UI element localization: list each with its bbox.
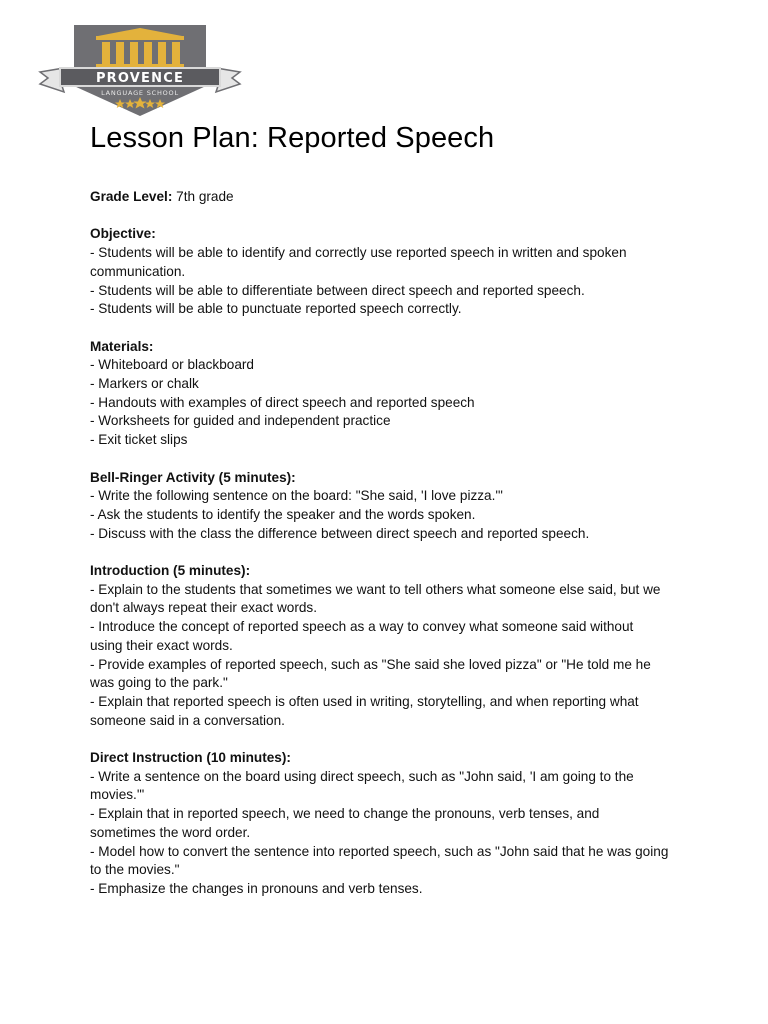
introduction-line: someone said in a conversation. [90,712,285,728]
grade-level-value: 7th grade [176,189,234,204]
materials-item: - Worksheets for guided and independent practice [90,413,391,429]
logo-subtitle: LANGUAGE SCHOOL [101,89,179,97]
bell-ringer-line: - Write the following sentence on the board: "She said, 'I love pizza.'" [90,488,503,504]
direct-instruction-line: - Model how to convert the sentence into reported speech, such as "John said that he was going [90,843,669,859]
direct-instruction-line: movies.'" [90,787,145,803]
objective-line: - Students will be able to identify and correctly use reported speech in written and spoken [90,245,627,261]
materials-item: - Handouts with examples of direct speech and reported speech [90,394,475,410]
direct-instruction-heading: Direct Instruction (10 minutes): [90,750,291,766]
grade-level-section [90,188,690,207]
direct-instruction-line: - Emphasize the changes in pronouns and verb tenses. [90,880,423,896]
direct-instruction-line: sometimes the word order. [90,824,251,840]
introduction-line: - Explain that reported speech is often used in writing, storytelling, and when reporting what [90,693,639,709]
materials-item: - Exit ticket slips [90,432,188,448]
logo-name: PROVENCE [95,71,185,86]
introduction-line: using their exact words. [90,637,233,653]
bell-ringer-line: - Ask the students to identify the speaker and the words spoken. [90,506,476,522]
direct-instruction-section [90,749,690,899]
objective-line: - Students will be able to differentiate between direct speech and reported speech. [90,282,585,298]
lesson-content [90,188,690,917]
grade-level-label: Grade Level: [90,189,173,204]
introduction-line: - Provide examples of reported speech, such as "She said she loved pizza" or "He told me he [90,656,651,672]
bell-ringer-heading: Bell-Ringer Activity (5 minutes): [90,469,296,485]
introduction-line: - Introduce the concept of reported speech as a way to convey what someone said without [90,619,634,635]
materials-item: - Markers or chalk [90,376,199,391]
direct-instruction-line: to the movies." [90,862,180,878]
bell-ringer-section [90,469,690,544]
objective-heading: Objective: [90,226,156,242]
introduction-line: was going to the park." [90,675,228,691]
materials-item: - Whiteboard or blackboard [90,357,254,373]
introduction-section [90,562,690,730]
bell-ringer-line: - Discuss with the class the difference between direct speech and reported speech. [90,525,590,541]
school-logo [38,22,242,118]
objective-section [90,225,690,319]
introduction-heading: Introduction (5 minutes): [90,563,251,578]
materials-section [90,338,690,450]
page-title: Lesson Plan: Reported Speech [90,122,495,154]
introduction-line: don't always repeat their exact words. [90,600,318,616]
objective-line: communication. [90,263,186,279]
direct-instruction-line: - Explain that in reported speech, we need to change the pronouns, verb tenses, and [90,806,600,822]
introduction-line: - Explain to the students that sometimes we want to tell others what someone else said, but we [90,581,661,597]
direct-instruction-line: - Write a sentence on the board using direct speech, such as "John said, 'I am going to the [90,768,634,784]
materials-heading: Materials: [90,338,154,354]
objective-line: - Students will be able to punctuate reported speech correctly. [90,301,462,317]
